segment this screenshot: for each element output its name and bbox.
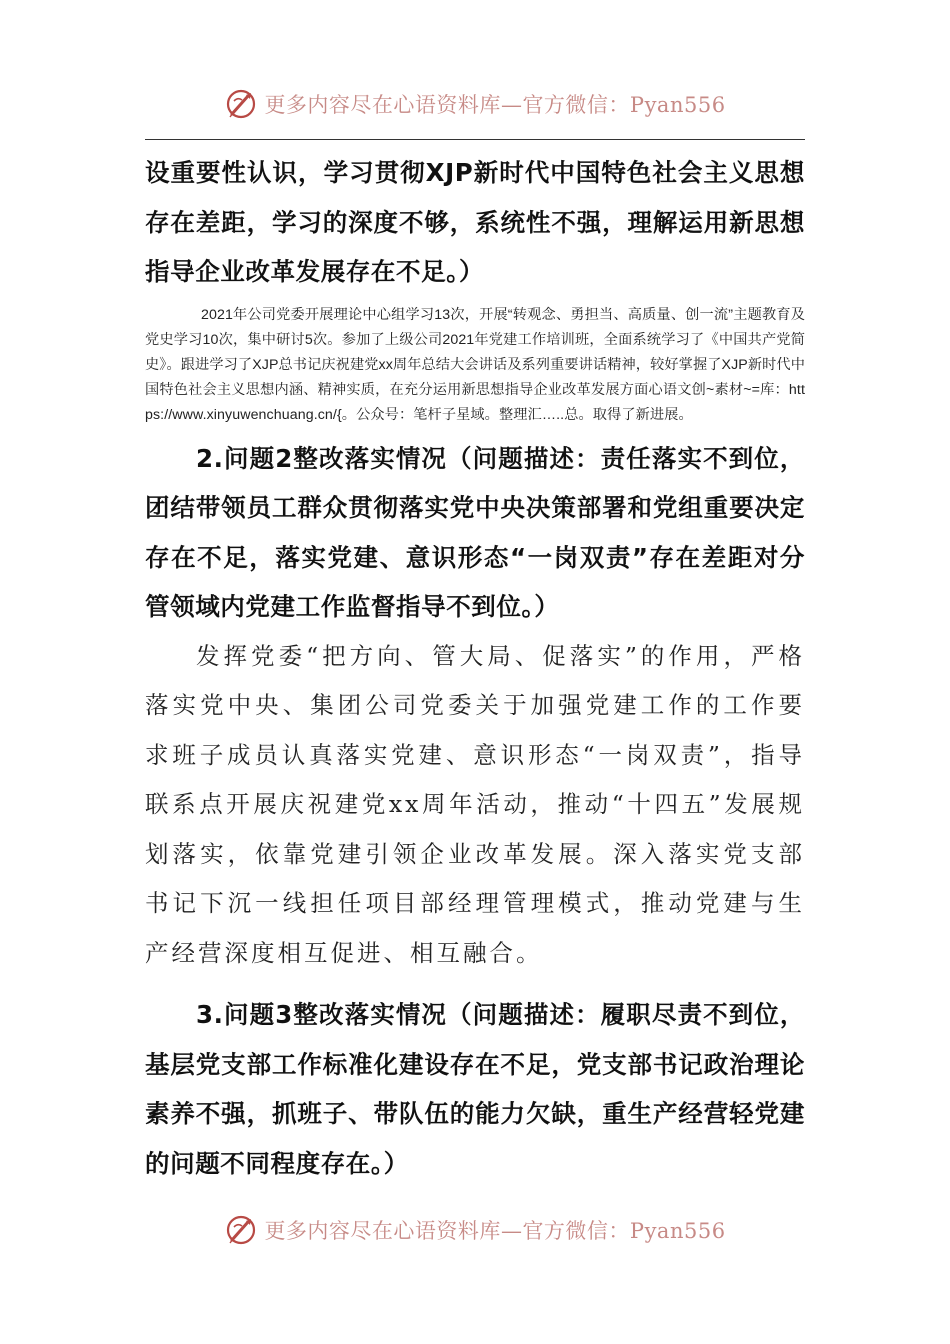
section-2-body: 发挥党委“把方向、管大局、促落实”的作用，严格落实党中央、集团公司党委关于加强党建工作的工作要求班子成员认真落实党建、意识形态“一岗双责”，指导联系点开展庆祝建党xx周年活动，推动“十四五”发展规划落实，依靠党建引领企业改革发展。深入落实党支部书记下沉一线担任项目部经理管理模式，推动党建与生产经营深度相互促进、相互融合。 <box>145 641 805 967</box>
study-summary-paragraph: 2021年公司党委开展理论中心组学习13次，开展“转观念、勇担当、高质量、创一流”主题教育及党史学习10次，集中研讨5次。参加了上级公司2021年党建工作培训班，全面系统学习了《中国共产党简史》。跟进学习了XJP总书记庆祝建党xx周年总结大会讲话及系列重要讲话精神，较好掌握了XJP新时代中国特色社会主义思想内涵、精神实质，在充分运用新思想指导企业改革发展方面心语文创~素材~=库：https://www.xinyuwenchuang.cn/{。公众号：笔杆子星域。整理汇…..总。取得了新进展。 <box>145 306 806 423</box>
header-banner <box>0 82 950 126</box>
continued-heading-text: 设重要性认识，学习贯彻XJP新时代中国特色社会主义思想存在差距，学习的深度不够，系统性不强，理解运用新思想指导企业改革发展存在不足。） <box>145 158 805 286</box>
header-banner-text: 更多内容尽在心语资料库—官方微信：Pyan556 <box>264 93 726 117</box>
section-2-heading: 2.问题2整改落实情况（问题描述：责任落实不到位，团结带领员工群众贯彻落实党中央决策部署和党组重要决定存在不足，落实党建、意识形态“一岗双责”存在差距对分管领域内党建工作监督指导不到位。） <box>145 443 805 621</box>
footer-banner <box>0 1208 950 1252</box>
footer-banner-text: 更多内容尽在心语资料库—官方微信：Pyan556 <box>264 1219 726 1243</box>
section-3-heading: 3.问题3整改落实情况（问题描述：履职尽责不到位，基层党支部工作标准化建设存在不足，党支部书记政治理论素养不强，抓班子、带队伍的能力欠缺，重生产经营轻党建的问题不同程度存在。） <box>145 1000 805 1178</box>
document-body <box>145 148 805 1188</box>
pen-logo-icon <box>224 1213 258 1247</box>
header-divider <box>145 139 805 140</box>
pen-logo-icon <box>224 87 258 121</box>
